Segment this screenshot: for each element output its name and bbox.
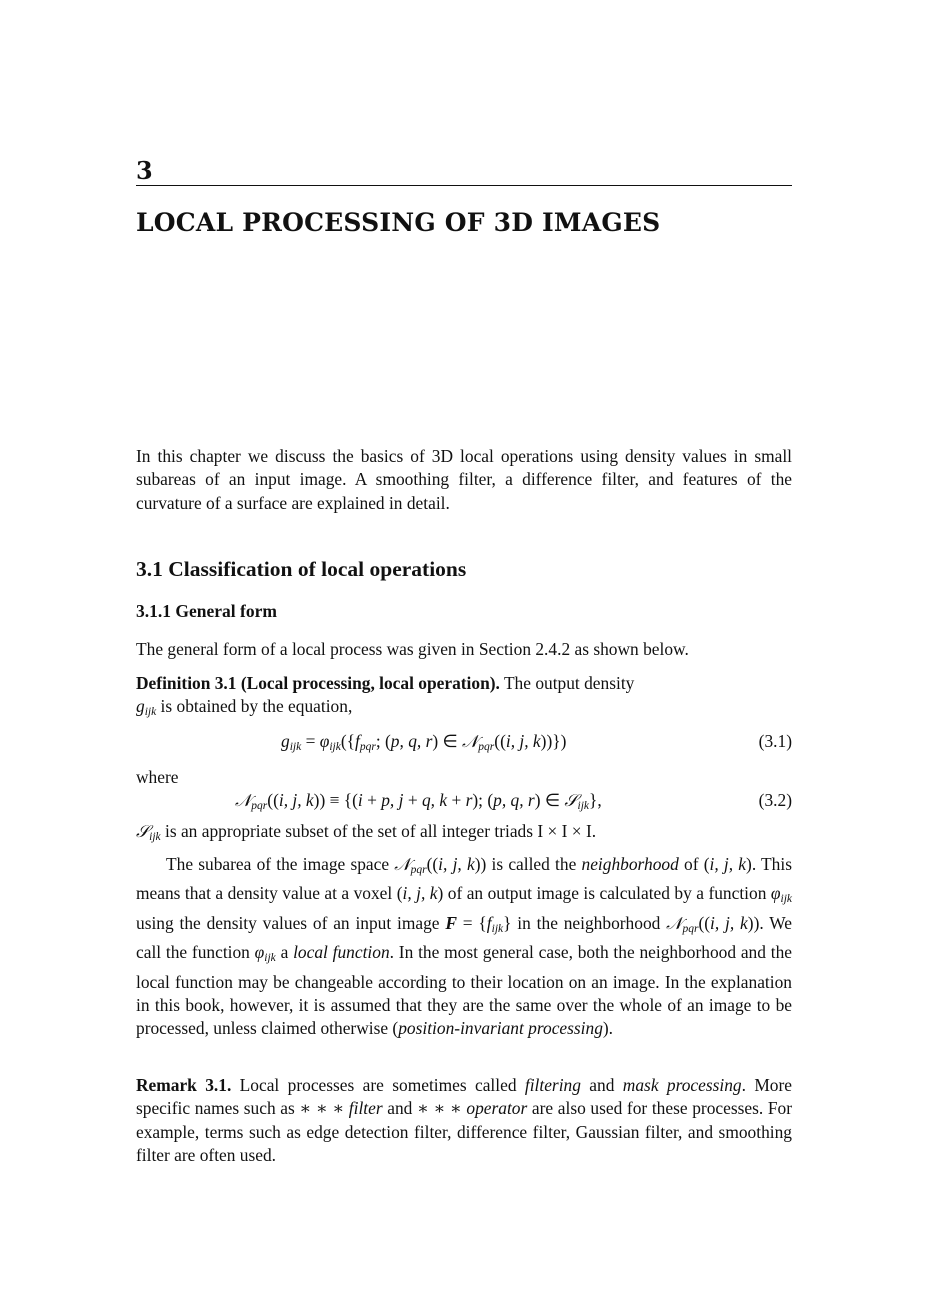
definition-label: Definition 3.1 (Local processing, local operation). bbox=[136, 673, 500, 693]
subset-sentence: 𝒮$_{ijk}$ is an appropriate subset of the set of all integer triads I × I × I. bbox=[136, 821, 597, 843]
where-label: where bbox=[136, 767, 179, 787]
definition-block: Definition 3.1 (Local processing, local operation). The output density $g_{ijk}$ is obtained by the equation, bbox=[136, 673, 635, 719]
chapter-rule bbox=[136, 185, 792, 186]
equation-3-2: 𝒩$_{pqr}$((i, j, k)) ≡ {(i + p, j + q, k + r); (p, q, r) ∈ 𝒮$_{ijk}$}, (3.2) bbox=[235, 790, 792, 812]
neighborhood-paragraph: The subarea of the image space 𝒩$_{pqr}$((i, j, k)) is called the neighborhood of (i, j, k). This means that a density value at a voxel (i, j, k) of an output image is calculated by a function $\varphi_{ijk}$ using the density values of an input image $F = \{f_{ijk}\}$ in the neighborhood 𝒩$_{pqr}$((i, j, k)). We call the function $\varphi_{ijk}$ a local function. In the most general case, both the neighborhood and the local function may be changeable according to their location on an image. In the explanation in this book, however, it is assumed that they are the same over the whole of an image to be processed, unless claimed otherwise (position-invariant processing). bbox=[136, 854, 792, 1039]
equation-3-1-number: (3.1) bbox=[758, 731, 792, 751]
section-heading: 3.1 Classification of local operations bbox=[136, 557, 467, 581]
remark-label: Remark 3.1. bbox=[136, 1075, 232, 1095]
intro-paragraph: In this chapter we discuss the basics of 3D local operations using density values in small subareas of an input image. A smoothing filter, a difference filter, and features of the curvature of a surface are explained in detail. bbox=[136, 446, 792, 513]
equation-3-1: $g_{ijk} = \varphi_{ijk}(\{f_{pqr}$; (p, q, r) ∈ 𝒩$_{pqr}$((i, j, k))}) (3.1) bbox=[281, 731, 792, 753]
remark-block: Remark 3.1. Local processes are sometimes called filtering and mask processing. More specific names such as ∗ ∗ ∗ filter and ∗ ∗ ∗ operator are also used for these processes. For example, terms such as edge detection filter, difference filter, Gaussian filter, and smoothing filter are often used. bbox=[136, 1075, 793, 1166]
general-form-text: The general form of a local process was given in Section 2.4.2 as shown below. bbox=[136, 639, 689, 659]
subsection-heading: 3.1.1 General form bbox=[136, 601, 277, 621]
chapter-title: LOCAL PROCESSING OF 3D IMAGES bbox=[136, 208, 661, 237]
definition-variable: $g_{ijk}$ bbox=[136, 696, 157, 719]
equation-3-2-number: (3.2) bbox=[758, 790, 792, 810]
chapter-number: 3 bbox=[136, 156, 153, 185]
